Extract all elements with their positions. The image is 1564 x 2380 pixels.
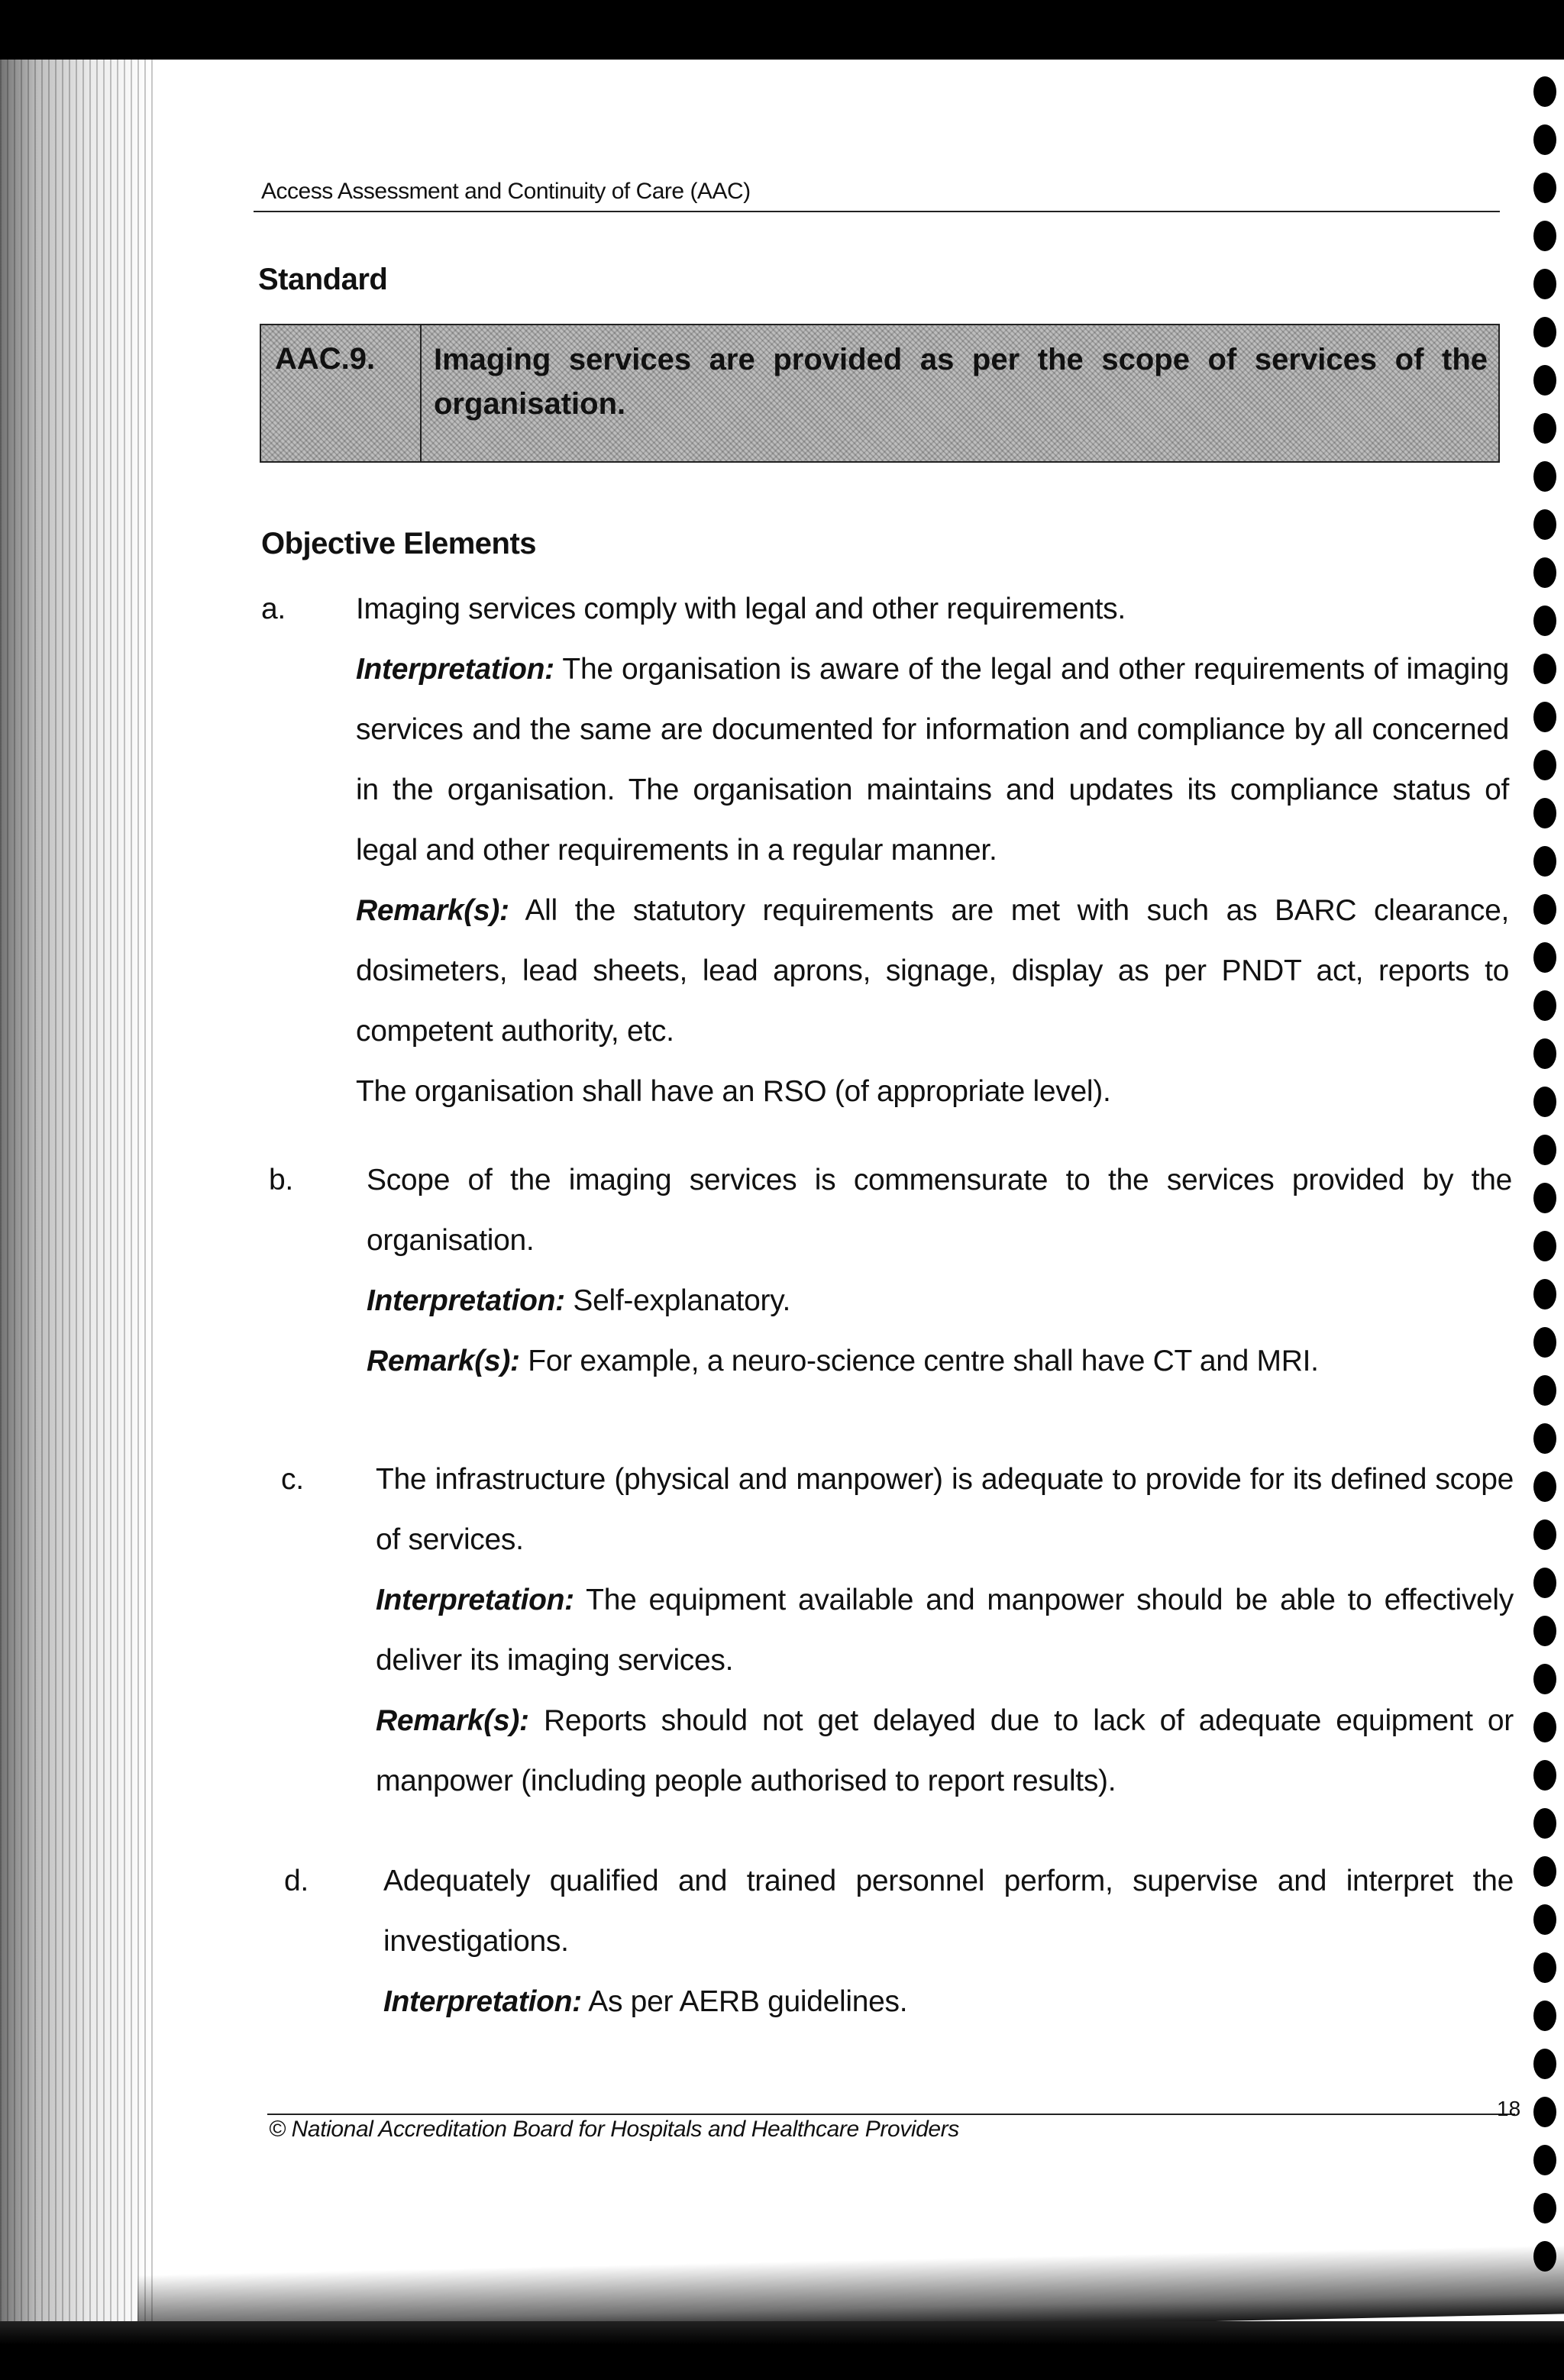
binding-hole xyxy=(1533,413,1556,444)
remark-text: Reports should not get delayed due to lack of adequate equipment or manpower (including people authorised to report results). xyxy=(376,1704,1514,1797)
binding-hole xyxy=(1533,846,1556,877)
binding-hole xyxy=(1533,1760,1556,1791)
binding-hole xyxy=(1533,798,1556,828)
binding-hole xyxy=(1533,1231,1556,1261)
binding-hole xyxy=(1533,2001,1556,2031)
scan-top-edge xyxy=(0,0,1564,60)
binding-hole xyxy=(1533,365,1556,396)
binding-hole xyxy=(1533,1038,1556,1069)
item-extra-note: The organisation shall have an RSO (of appropriate level). xyxy=(356,1075,1111,1108)
item-statement: The infrastructure (physical and manpower) is adequate to provide for its defined scope of services. xyxy=(376,1463,1514,1556)
remark-label: Remark(s): xyxy=(356,894,509,927)
item-interpretation xyxy=(356,639,1509,880)
interpretation-text: The organisation is aware of the legal and other requirements of imaging services and the same are documented for information and compliance by all concerned in the organisation. The organisation maintains and updates its compliance status of legal and other requirements in a regular manner. xyxy=(356,653,1509,867)
interpretation-text: Self-explanatory. xyxy=(573,1284,791,1317)
binding-hole xyxy=(1533,990,1556,1021)
item-statement: Adequately qualified and trained personnel perform, supervise and interpret the investigations. xyxy=(383,1865,1514,1958)
binding-hole xyxy=(1533,894,1556,925)
item-remark xyxy=(376,1691,1514,1811)
item-interpretation xyxy=(367,1271,1512,1331)
binding-hole xyxy=(1533,702,1556,732)
binding-hole xyxy=(1533,1952,1556,1983)
binding-hole xyxy=(1533,1087,1556,1117)
footer-copyright: © National Accreditation Board for Hospitals and Healthcare Providers xyxy=(269,2117,959,2142)
item-letter: a. xyxy=(261,593,286,625)
binding-hole xyxy=(1533,750,1556,780)
interpretation-label: Interpretation: xyxy=(367,1284,565,1317)
standard-text: Imaging services are provided as per the scope of services of the organisation. xyxy=(434,343,1488,421)
item-remark xyxy=(356,880,1509,1061)
binding-hole xyxy=(1533,557,1556,588)
standard-box-divider xyxy=(420,325,422,461)
binding-hole xyxy=(1533,2145,1556,2175)
scan-bottom-edge xyxy=(0,2321,1564,2380)
item-interpretation xyxy=(376,1570,1514,1691)
binding-hole xyxy=(1533,1616,1556,1646)
item-statement: Imaging services comply with legal and other requirements. xyxy=(356,593,1126,625)
remark-text: All the statutory requirements are met with such as BARC clearance, dosimeters, lead sheets, lead aprons, signage, display as per PNDT act, reports to competent authority, etc. xyxy=(356,894,1509,1048)
binding-hole xyxy=(1533,1183,1556,1213)
binding-hole xyxy=(1533,1664,1556,1694)
binding-hole xyxy=(1533,173,1556,203)
running-header: Access Assessment and Continuity of Care (AAC) xyxy=(261,179,751,204)
remark-label: Remark(s): xyxy=(376,1704,529,1737)
binding-hole xyxy=(1533,2241,1556,2272)
binding-hole xyxy=(1533,1327,1556,1358)
item-letter: b. xyxy=(269,1164,293,1196)
footer-rule xyxy=(267,2114,1515,2115)
binding-hole xyxy=(1533,942,1556,973)
binding-hole xyxy=(1533,1135,1556,1165)
item-remark xyxy=(367,1331,1512,1391)
binding-hole xyxy=(1533,1279,1556,1309)
binding-hole xyxy=(1533,76,1556,107)
scan-binding-shadow xyxy=(0,60,153,2321)
interpretation-text: As per AERB guidelines. xyxy=(588,1985,908,2018)
binding-hole xyxy=(1533,2049,1556,2079)
binding-hole xyxy=(1533,654,1556,684)
binding-hole xyxy=(1533,2193,1556,2223)
item-interpretation xyxy=(383,1971,1514,2032)
binding-hole xyxy=(1533,1519,1556,1550)
item-letter: d. xyxy=(284,1865,309,1897)
interpretation-label: Interpretation: xyxy=(376,1584,574,1616)
binding-hole xyxy=(1533,1856,1556,1887)
header-rule xyxy=(254,211,1500,212)
binding-hole xyxy=(1533,605,1556,636)
interpretation-label: Interpretation: xyxy=(383,1985,582,2018)
binding-hole xyxy=(1533,1568,1556,1598)
binding-hole xyxy=(1533,221,1556,251)
standard-box xyxy=(260,324,1500,463)
item-statement: Scope of the imaging services is commensurate to the services provided by the organisation. xyxy=(367,1164,1512,1257)
binding-hole xyxy=(1533,509,1556,540)
binding-hole xyxy=(1533,269,1556,299)
remark-label: Remark(s): xyxy=(367,1345,520,1377)
binding-hole xyxy=(1533,1712,1556,1742)
binding-hole xyxy=(1533,1808,1556,1839)
binding-holes xyxy=(1520,76,1564,2306)
binding-hole xyxy=(1533,124,1556,155)
standard-code: AAC.9. xyxy=(275,342,376,376)
remark-text: For example, a neuro-science centre shall have CT and MRI. xyxy=(528,1345,1319,1377)
binding-hole xyxy=(1533,1423,1556,1454)
objective-elements-heading: Objective Elements xyxy=(261,527,537,560)
binding-hole xyxy=(1533,317,1556,347)
page-number: 18 xyxy=(1497,2097,1521,2120)
item-letter: c. xyxy=(281,1463,304,1496)
interpretation-text: The equipment available and manpower should be able to effectively deliver its imaging services. xyxy=(376,1584,1514,1677)
binding-hole xyxy=(1533,1471,1556,1502)
interpretation-label: Interpretation: xyxy=(356,653,554,686)
binding-hole xyxy=(1533,2097,1556,2127)
binding-hole xyxy=(1533,1904,1556,1935)
binding-hole xyxy=(1533,1375,1556,1406)
binding-hole xyxy=(1533,461,1556,492)
standard-heading: Standard xyxy=(258,263,388,296)
